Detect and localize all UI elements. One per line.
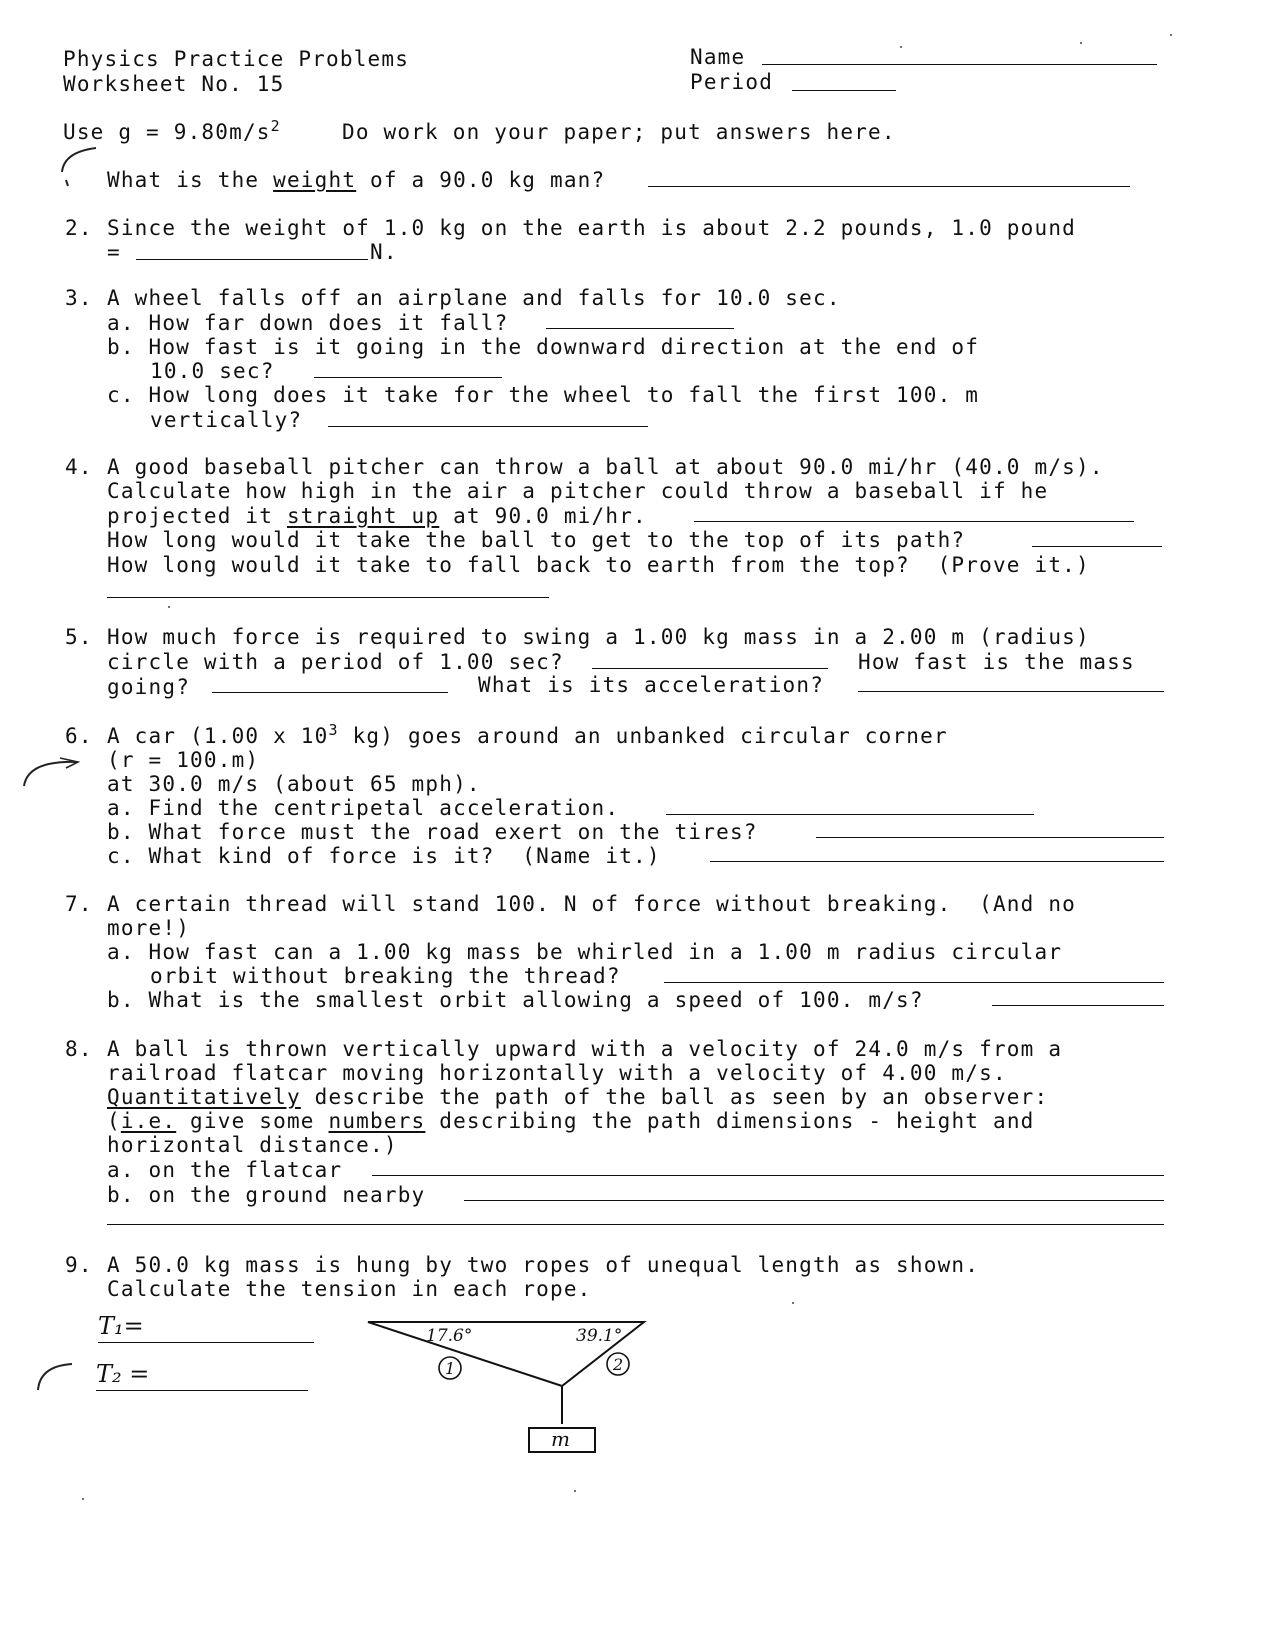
q6-line1: A car (1.00 x $10^3$ kg) goes around an unbanked circular corner — [107, 721, 948, 748]
q5-line2a: circle with a period of 1.00 sec? — [107, 650, 564, 674]
q8-line4: (i.e. give some numbers describing the path dimensions - height and — [107, 1109, 1035, 1133]
q9-number: 9. — [65, 1253, 93, 1277]
scan-speck — [82, 1498, 84, 1500]
q6-line3: at 30.0 m/s (about 65 mph). — [107, 772, 481, 796]
q3-stem: A wheel falls off an airplane and falls for 10.0 sec. — [107, 286, 841, 310]
worksheet-number: Worksheet No. 15 — [63, 72, 285, 96]
tension2-label: T₂ = — [96, 1360, 150, 1388]
q9-line2: Calculate the tension in each rope. — [107, 1277, 592, 1301]
q4-line5: How long would it take to fall back to earth from the top? (Prove it.) — [107, 553, 1090, 577]
mass-label: m — [551, 1427, 570, 1451]
q8-line2: railroad flatcar moving horizontally with a velocity of 4.00 m/s. — [107, 1061, 1007, 1085]
q6a-answer-line[interactable] — [666, 814, 1034, 815]
q5-speed-answer-line[interactable] — [212, 692, 448, 693]
q8a-text: a. on the flatcar — [107, 1158, 343, 1182]
q4-line4: How long would it take the ball to get to the top of its path? — [107, 528, 966, 552]
name-field[interactable] — [762, 64, 1157, 65]
q3b-text-cont: 10.0 sec? — [150, 359, 275, 383]
check-mark-q9 — [30, 1354, 80, 1398]
tension2-answer-line[interactable] — [96, 1390, 308, 1391]
q8a-answer-line[interactable] — [372, 1175, 1164, 1176]
q8b-text: b. on the ground nearby — [107, 1183, 426, 1207]
q1-text: What is the weight of a 90.0 kg man? — [107, 168, 606, 192]
q7b-answer-line[interactable] — [992, 1005, 1164, 1006]
q3a-answer-line[interactable] — [546, 328, 734, 329]
check-mark-q6 — [16, 748, 86, 798]
q4-height-answer-line[interactable] — [694, 521, 1134, 522]
q5-number: 5. — [65, 625, 93, 649]
scan-speck — [1080, 42, 1082, 44]
q7-number: 7. — [65, 892, 93, 916]
q3a-text: a. How far down does it fall? — [107, 311, 509, 335]
q4-line3: projected it straight up at 90.0 mi/hr. — [107, 504, 647, 528]
q6c-answer-line[interactable] — [710, 861, 1164, 862]
q7b-text: b. What is the smallest orbit allowing a speed of 100. m/s? — [107, 988, 924, 1012]
q7-line2: more!) — [107, 916, 191, 940]
q9-line1: A 50.0 kg mass is hung by two ropes of unequal length as shown. — [107, 1253, 980, 1277]
q4-rise-time-answer-line[interactable] — [1032, 546, 1162, 547]
q8-line5: horizontal distance.) — [107, 1133, 398, 1157]
q2-equals: = — [107, 240, 121, 264]
q3b-text: b. How fast is it going in the downward direction at the end of — [107, 335, 980, 359]
q3-number: 3. — [65, 286, 93, 310]
q4-number: 4. — [65, 455, 93, 479]
q3c-answer-line[interactable] — [328, 426, 648, 427]
q8-extra-answer-line[interactable] — [107, 1224, 1164, 1225]
scan-speck — [1170, 34, 1172, 36]
work-instruction: Do work on your paper; put answers here. — [342, 120, 896, 144]
q6b-text: b. What force must the road exert on the tires? — [107, 820, 758, 844]
q8-number: 8. — [65, 1037, 93, 1061]
q5-line2b: How fast is the mass — [858, 650, 1135, 674]
scan-speck — [168, 606, 170, 608]
angle-1-label: 17.6° — [426, 1326, 473, 1346]
q8-line3: Quantitatively describe the path of the ball as seen by an observer: — [107, 1085, 1049, 1109]
gravity-instruction: Use $g = 9.80m/s^2$ — [63, 117, 281, 144]
q6b-answer-line[interactable] — [816, 837, 1164, 838]
q2-number: 2. — [65, 216, 93, 240]
scan-speck — [792, 1302, 794, 1304]
rope-1-label: 1 — [445, 1359, 456, 1378]
tension1-answer-line[interactable] — [98, 1342, 314, 1343]
q6a-text: a. Find the centripetal acceleration. — [107, 796, 620, 820]
q7a-text: a. How fast can a 1.00 kg mass be whirled in a 1.00 m radius circular — [107, 940, 1063, 964]
q5-line1: How much force is required to swing a 1.00 kg mass in a 2.00 m (radius) — [107, 625, 1090, 649]
name-label: Name — [690, 45, 746, 69]
q3b-answer-line[interactable] — [314, 377, 502, 378]
tension1-label: T₁= — [98, 1312, 144, 1340]
q5-line3b: What is its acceleration? — [478, 673, 825, 697]
q3c-text: c. How long does it take for the wheel to fall the first 100. m — [107, 383, 980, 407]
q5-line3a: going? — [107, 675, 191, 699]
q7a-answer-line[interactable] — [664, 982, 1164, 983]
q4-line1: A good baseball pitcher can throw a ball at about 90.0 mi/hr (40.0 m/s). — [107, 455, 1104, 479]
q2-unit: N. — [370, 240, 398, 264]
q1-answer-line[interactable] — [648, 186, 1130, 187]
q5-acceleration-answer-line[interactable] — [858, 691, 1164, 692]
q7-line1: A certain thread will stand 100. N of force without breaking. (And no — [107, 892, 1077, 916]
q5-force-answer-line[interactable] — [592, 668, 828, 669]
angle-2-label: 39.1° — [576, 1326, 623, 1346]
period-field[interactable] — [792, 90, 896, 91]
q2-text: Since the weight of 1.0 kg on the earth is about 2.2 pounds, 1.0 pound — [107, 216, 1077, 240]
q8-line1: A ball is thrown vertically upward with a velocity of 24.0 m/s from a — [107, 1037, 1063, 1061]
q3c-text-cont: vertically? — [150, 408, 303, 432]
rope-2-label: 2 — [613, 1355, 624, 1374]
worksheet-title: Physics Practice Problems — [63, 47, 410, 71]
q6c-text: c. What kind of force is it? (Name it.) — [107, 844, 661, 868]
q4-line2: Calculate how high in the air a pitcher could throw a baseball if he — [107, 479, 1049, 503]
q6-line2: (r = 100.m) — [107, 748, 260, 772]
period-label: Period — [690, 70, 774, 94]
q8b-answer-line[interactable] — [464, 1200, 1164, 1201]
q4-fall-time-answer-line[interactable] — [107, 597, 549, 598]
q6-number: 6. — [65, 724, 93, 748]
scan-speck — [900, 46, 902, 48]
scan-speck — [574, 1490, 576, 1492]
q7a-text-cont: orbit without breaking the thread? — [150, 964, 621, 988]
q2-answer-line[interactable] — [136, 259, 368, 260]
check-mark-q1 — [56, 142, 106, 190]
